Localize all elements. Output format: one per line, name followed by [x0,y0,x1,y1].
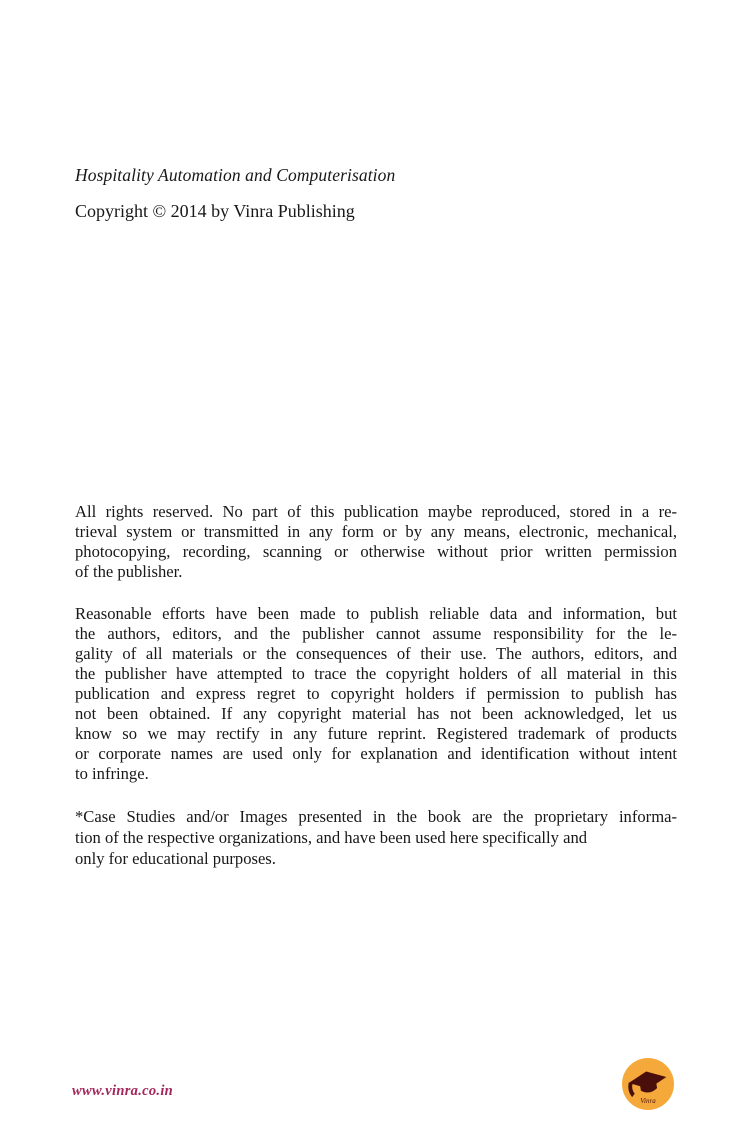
paragraph-line: know so we may rectify in any future reprint. Registered trademark of products [75,724,677,743]
paragraph-case-studies-note [75,806,677,869]
publisher-url: www.vinra.co.in [72,1083,174,1099]
paragraph-line: tion of the respective organizations, and have been used here specifically and [75,828,588,847]
paragraph-line: *Case Studies and/or Images presented in the book are the proprietary informa- [75,807,677,826]
paragraph-line: or corporate names are used only for explanation and identification without intent [75,744,677,763]
paragraph-rights-reserved [75,502,677,582]
paragraph-line: to infringe. [75,764,149,783]
front-matter [75,165,395,222]
copyright-line: Copyright © 2014 by Vinra Publishing [75,201,355,221]
paragraph-line: only for educational purposes. [75,849,276,868]
paragraph-line: the authors, editors, and the publisher cannot assume responsibility for the le- [75,624,677,643]
paragraph-line: gality of all materials or the consequences of their use. The authors, editors, and [75,644,677,663]
paragraph-disclaimer [75,604,677,784]
paragraph-line: of the publisher. [75,562,183,581]
book-title: Hospitality Automation and Computerisation [75,165,396,185]
paragraph-line: not been obtained. If any copyright material has not been acknowledged, let us [75,704,677,723]
paragraph-line: photocopying, recording, scanning or otherwise without prior written permission [75,542,677,561]
legal-text-block [75,502,677,891]
paragraph-line: publication and express regret to copyright holders if permission to publish has [75,684,677,703]
paragraph-line: All rights reserved. No part of this publication maybe reproduced, stored in a re- [75,502,677,521]
publisher-logo [622,1058,674,1110]
paragraph-line: the publisher have attempted to trace the copyright holders of all material in this [75,664,677,683]
logo-wordmark: Vinra [640,1097,656,1105]
paragraph-line: Reasonable efforts have been made to publish reliable data and information, but [75,604,677,623]
paragraph-line: trieval system or transmitted in any form or by any means, electronic, mechanical, [75,522,677,541]
